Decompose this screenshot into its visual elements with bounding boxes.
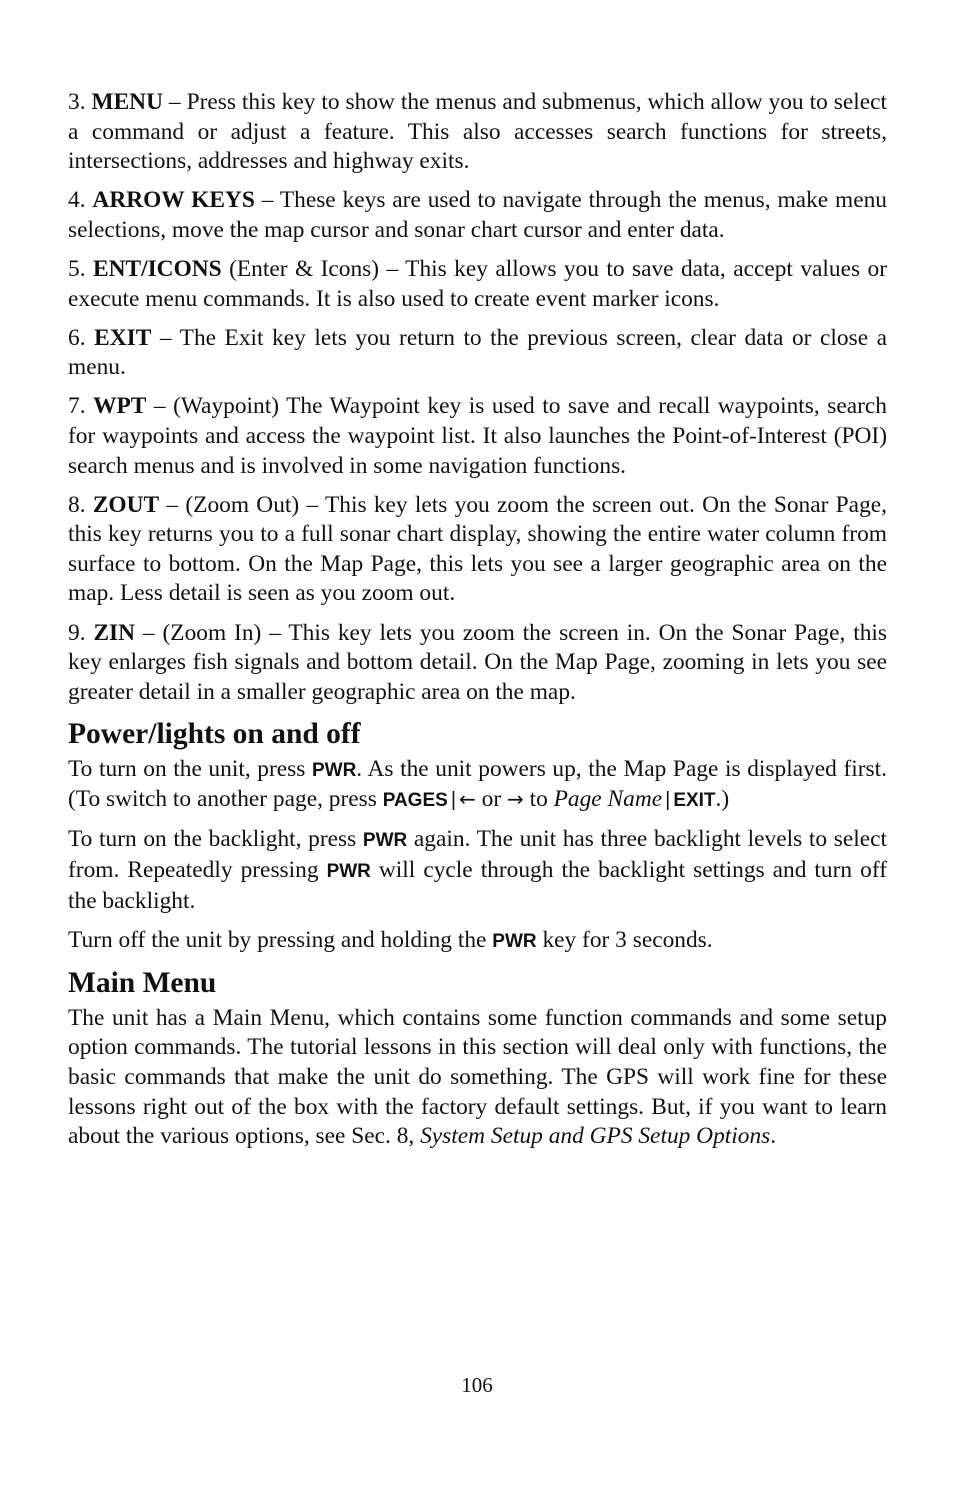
key-name: ARROW KEYS [92,187,255,214]
key-name: WPT [93,393,147,420]
key-item-zout: 8. ZOUT – (Zoom Out) – This key lets you zoom the screen out. On the Sonar Page, this key returns you to a full sonar chart display, showing the entire water column from surface to bottom. On the Map Page, this lets you see a larger geographic area on the map. Less detail is seen as you zoom out. [68,491,887,607]
key-name: ZOUT [92,491,160,518]
key-pwr: PWR [492,930,537,952]
key-item-exit: 6. EXIT – The Exit key lets you return to the previous screen, clear data or close a menu. [68,324,887,381]
key-pages: PAGES [382,790,448,812]
section-heading-power: Power/lights on and off [68,717,361,750]
power-paragraph-2: To turn on the backlight, press PWR again. The unit has three backlight levels to select from. Repeatedly pressing PWR will cycle through the backlight settings and turn off the backlight. [68,826,887,914]
power-paragraph-3: Turn off the unit by pressing and holding the PWR key for 3 seconds. [68,926,713,953]
key-pwr: PWR [311,759,357,781]
key-name: ENT/ICONS [92,255,222,282]
section-heading-main-menu: Main Menu [68,966,217,999]
arrow-left-icon: ← [459,787,476,812]
page-name-text: Page Name [553,786,663,813]
key-item-zin: 9. ZIN – (Zoom In) – This key lets you zoom the screen in. On the Sonar Page, this key enlarges fish signals and bottom detail. On the Map Page, zooming in lets you see greater detail in a smaller geographic area on the map. [68,619,887,705]
manual-page [68,88,887,1161]
key-item-wpt: 7. WPT – (Waypoint) The Waypoint key is used to save and recall waypoints, search for waypoints and access the waypoint list. It also launches the Point-of-Interest (POI) search menus and is involved in some navigation functions. [68,393,887,479]
separator: | [450,789,457,812]
key-exit: EXIT [673,790,716,812]
key-item-arrow-keys: 4. ARROW KEYS – These keys are used to navigate through the menus, make menu selections, move the map cursor and sonar chart cursor and enter data. [68,187,887,243]
key-item-ent-icons: 5. ENT/ICONS (Enter & Icons) – This key allows you to save data, accept values or execute menu commands. It is also used to create event marker icons. [68,255,888,312]
key-name: ZIN [93,619,136,646]
power-paragraph-1: To turn on the unit, press PWR. As the unit powers up, the Map Page is displayed first. (To switch to another page, press PAGES | ← or → to Page Name | EXIT.) [68,755,888,813]
key-pwr: PWR [362,830,408,852]
key-name: MENU [91,89,163,115]
key-name: EXIT [94,324,152,351]
section-reference: System Setup and GPS Setup Options [420,1123,771,1150]
page-number: 106 [461,1373,493,1397]
separator: | [665,789,671,812]
arrow-right-icon: → [506,787,524,812]
main-menu-paragraph: The unit has a Main Menu, which contains some function commands and some setup option commands. The tutorial lessons in this section will deal only with functions, the basic commands that make the unit do something. The GPS will work fine for these lessons right out of the box with the factory default settings. But, if you want to learn about the various options, see Sec. 8, System Setup and GPS Setup Options. [68,1004,887,1150]
key-pwr: PWR [326,861,371,883]
key-item-menu: 3. MENU – Press this key to show the menus and submenus, which allow you to select a command or adjust a feature. This also accesses search functions for streets, intersections, addresses and highway exits. [68,89,887,175]
